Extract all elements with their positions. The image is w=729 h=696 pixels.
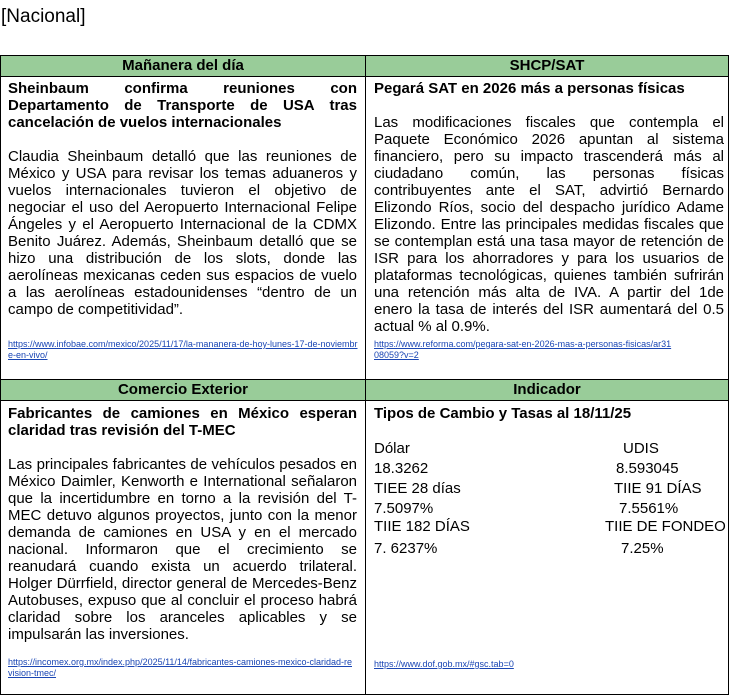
cell-shcp xyxy=(374,80,724,335)
cell-mananera xyxy=(8,80,357,318)
news-body: Las principales fabricantes de vehículos pesados en México Daimler, Kenworth e International señalaron que la incertidumbre en torno a la revisión del T-MEC detuvo algunos proyectos, junto con la menor demanda de camiones en USA y en el mercado nacional. Informaron que el crecimiento se reanudará cuando exista un acuerdo trilateral. Holger Dürrfield, director general de Mercedes-Benz Autobuses, expuso que al concluir el proceso habrá claridad sobre los aranceles aplicables y se impulsarán las inversiones. xyxy=(8,456,357,643)
indicator-value: 7.25% xyxy=(621,540,664,557)
column-divider xyxy=(365,56,366,694)
cell-header-comercio: Comercio Exterior xyxy=(1,380,365,401)
section-label: [Nacional] xyxy=(1,6,86,27)
indicator-label: TIIE 91 DÍAS xyxy=(614,480,702,497)
source-link[interactable]: https://incomex.org.mx/index.php/2025/11/14/fabricantes-camiones-mexico-claridad-revision-tmec/ xyxy=(8,657,352,678)
cell-header-indicador: Indicador xyxy=(366,380,728,401)
indicator-value: 7. 6237% xyxy=(374,540,438,557)
source-link[interactable]: https://www.dof.gob.mx/#gsc.tab=0 xyxy=(374,659,514,669)
indicator-value: 18.3262 xyxy=(374,460,429,477)
cell-header-shcp: SHCP/SAT xyxy=(366,56,728,77)
indicator-label: TIEE 28 días xyxy=(374,480,461,497)
news-body: Las modificaciones fiscales que contempla el Paquete Económico 2026 apuntan al sistema financiero, pero su impacto trascenderá más al ciudadano común, las personas físicas contribuyentes ante el SAT, advirtió Bernardo Elizondo Ríos, socio del despacho jurídico Adame Elizondo. Entre las principales medidas fiscales que se contemplan está una tasa mayor de retención de ISR para los ahorradores y para los usuarios de plataformas tecnológicas, quienes también sufrirán una retención más alta de IVA. A partir del 1de enero la tasa de interés del ISR aumentará del 0.5 actual % al 0.9%. xyxy=(374,114,724,335)
cell-comercio xyxy=(8,405,357,643)
indicator-value: 7.5097% xyxy=(374,500,434,517)
indicator-label: UDIS xyxy=(623,440,659,457)
indicator-label: Dólar xyxy=(374,440,410,457)
indicator-value: 7.5561% xyxy=(619,500,679,517)
news-title: Pegará SAT en 2026 más a personas físicas xyxy=(374,80,685,97)
news-table xyxy=(0,55,729,695)
indicator-label: TIIE 182 DÍAS xyxy=(374,518,470,535)
indicator-value: 8.593045 xyxy=(616,460,679,477)
indicator-title: Tipos de Cambio y Tasas al 18/11/25 xyxy=(374,405,632,422)
news-title: Fabricantes de camiones en México esperan claridad tras revisión del T-MEC xyxy=(8,405,357,439)
cell-header-mananera: Mañanera del día xyxy=(1,56,365,77)
news-title: Sheinbaum confirma reuniones con Departamento de Transporte de USA tras cancelación de vuelos internacionales xyxy=(8,80,357,131)
news-body: Claudia Sheinbaum detalló que las reuniones de México y USA para revisar los temas aduaneros y vuelos internacionales tuvieron el objetivo de negociar el uso del Aeropuerto Internacional Felipe Ángeles y el Aeropuerto Internacional de la CDMX Benito Juárez. Además, Sheinbaum detalló que se hizo una distribución de los slots, donde las aerolíneas mexicanas ceden sus espacios de vuelo a las aerolíneas estadounidenses “dentro de un campo de competitividad”. xyxy=(8,148,357,318)
indicator-label: TIIE DE FONDEO xyxy=(605,518,726,535)
source-link[interactable]: https://www.reforma.com/pegara-sat-en-2026-mas-a-personas-fisicas/ar3108059?v=2 xyxy=(374,339,672,360)
source-link[interactable]: https://www.infobae.com/mexico/2025/11/17/la-mananera-de-hoy-lunes-17-de-noviembre-en-vivo/ xyxy=(8,339,358,360)
cell-indicador xyxy=(374,405,724,422)
